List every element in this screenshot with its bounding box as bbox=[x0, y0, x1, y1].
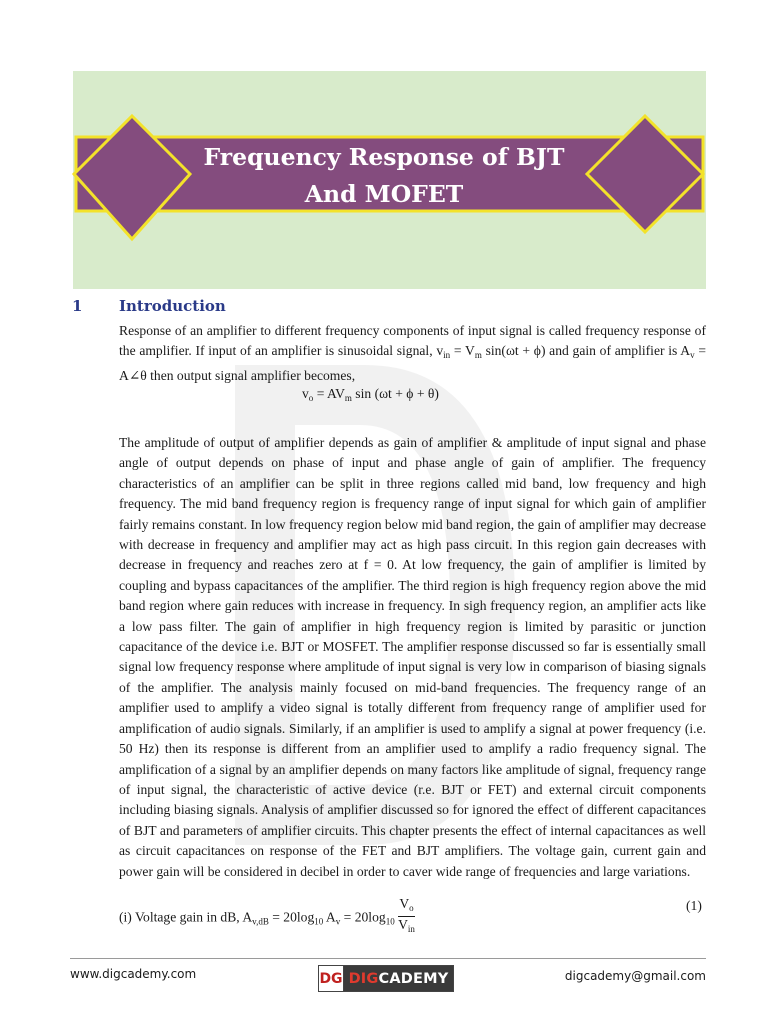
num-v: V bbox=[399, 896, 410, 911]
equation-number: (1) bbox=[686, 898, 702, 913]
fraction-numerator bbox=[398, 896, 415, 917]
title-line-1: Frequency Response of BJT bbox=[203, 143, 565, 171]
page-title bbox=[100, 139, 668, 213]
eq1-mid: = AV bbox=[313, 386, 345, 401]
eq1-lhs: v bbox=[302, 386, 309, 401]
voltage-gain-equation bbox=[119, 898, 415, 939]
eq2-mid: = 20log bbox=[268, 909, 315, 925]
intro-text-3: sin(ωt + ϕ) and gain of amplifier is A bbox=[481, 343, 691, 359]
intro-paragraph bbox=[119, 321, 706, 386]
fraction-denominator bbox=[398, 917, 415, 937]
logo-rest: CADEMY bbox=[378, 970, 449, 987]
output-equation bbox=[302, 386, 439, 403]
eq2-label: (i) Voltage gain in dB, A bbox=[119, 909, 253, 925]
eq2-log-sub: 10 bbox=[314, 916, 324, 927]
digcademy-logo bbox=[318, 965, 454, 992]
logo-dig: DIG bbox=[348, 970, 379, 987]
eq2-label-sub: v,dB bbox=[252, 916, 269, 927]
footer-email[interactable]: digcademy@gmail.com bbox=[564, 969, 706, 983]
title-line-2: And MOFET bbox=[304, 180, 464, 208]
gain-fraction bbox=[398, 896, 415, 937]
intro-text-1: Response of an amplifier to different frequency components of input signal is called frequency response of the amplifier. If input of an amplifier is sinusoidal signal, v bbox=[119, 323, 706, 359]
eq1-rhs: sin (ωt + ϕ + θ) bbox=[351, 386, 439, 401]
den-sub: in bbox=[407, 924, 415, 934]
footer-website[interactable]: www.digcademy.com bbox=[70, 967, 197, 981]
sub-m: m bbox=[474, 350, 482, 361]
logo-mark: DG bbox=[319, 966, 344, 991]
eq2-log-sub2: 10 bbox=[385, 916, 395, 927]
num-sub: o bbox=[409, 903, 414, 913]
intro-text-2: = V bbox=[450, 343, 475, 359]
body-paragraph: The amplitude of output of amplifier depends as gain of amplifier & amplitude of input signal and phase angle of output depends on phase of input and phase angle of gain of amplifier. The frequency characteristics of an amplifier can be split in three regions called mid band, low frequency and high frequency. The mid band frequency region is frequency range of input signal for which gain of amplifier fairly remains constant. In low frequency region below mid band region, the gain of amplifier may decrease with decrease in frequency and amplifier may act as high pass circuit. In this region gain decreases with decrease in frequency and reaches zero at f = 0. At low frequency, the gain of amplifier is limited by coupling and bypass capacitances of the amplifier. The third region is high frequency region above the mid band region where gain reduces with increase in frequency. In sigh frequency region, an amplifier acts like a low pass filter. The gain of amplifier in high frequency region is limited by parasitic or junction capacitance of the device i.e. BJT or MOSFET. The amplifier response discussed so far is essentially small signal low frequency response where amplitude of input signal is very low in comparison of biasing signals of the amplifier. The analysis mainly focused on mid-band frequencies. The frequency range of an amplifier used to amplify a video signal is totally different from frequency range of amplifier used for amplification of audio signals. Similarly, if an amplifier is used to amplify a signal at power frequency (i.e. 50 Hz) then its response is different from an amplifier used to amplify a radio frequency signal. The amplification of a signal by an amplifier depends on many factors like amplitude of signal, frequency range of input signal, the characteristic of active device (r.e. BJT or FET) and external circuit components including biasing signals. Analysis of amplifier discussed so for ignored the effect of different capacitances of BJT and parameters of amplifier circuits. This chapter presents the effect of internal capacitances as well as circuit capacitances on response of the FET and BJT amplifiers. The voltage gain, current gain and power gain will be considered in decibel in order to caver wide range of frequencies and large variations. bbox=[119, 435, 706, 879]
intro-text-4: = A∠θ then output signal amplifier becomes, bbox=[119, 343, 706, 383]
eq2-mid3: = 20log bbox=[340, 909, 386, 925]
section-heading: Introduction bbox=[119, 297, 226, 315]
den-v: V bbox=[398, 917, 408, 932]
eq1-lhs-sub: o bbox=[308, 393, 314, 403]
footer-divider bbox=[70, 958, 706, 959]
section-number: 1 bbox=[72, 297, 83, 315]
sub-in: in bbox=[443, 350, 451, 361]
logo-text bbox=[344, 966, 453, 991]
eq1-v-sub: m bbox=[344, 393, 352, 403]
eq2-mid2: A bbox=[323, 909, 336, 925]
eq2-av-sub: v bbox=[335, 916, 341, 927]
sub-v: v bbox=[690, 350, 695, 361]
